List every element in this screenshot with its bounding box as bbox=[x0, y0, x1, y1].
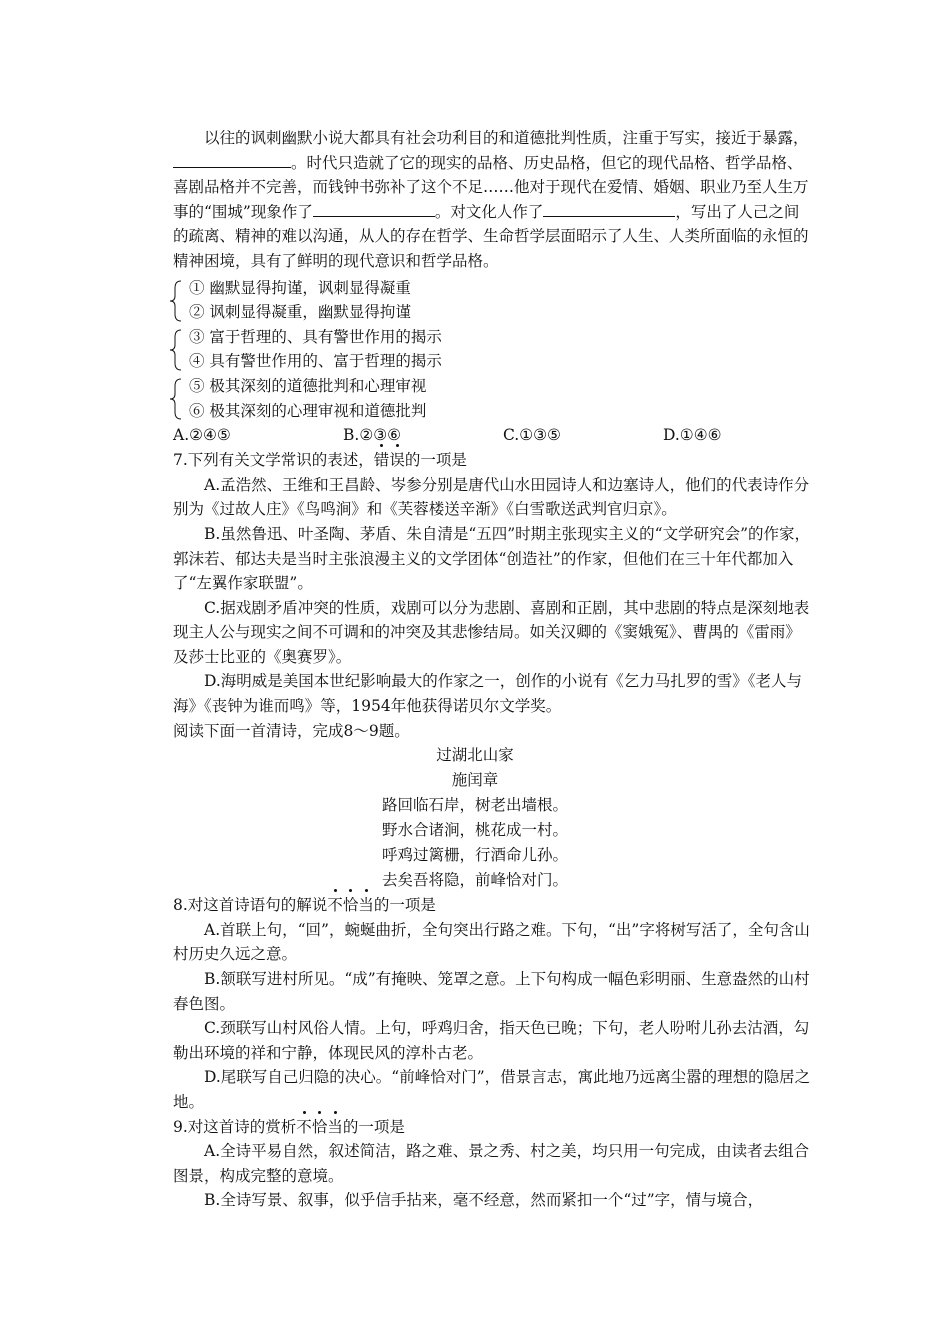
passage-text-1: 以往的讽刺幽默小说大都具有社会功利目的和道德批判性质，注重于写实，接近于暴露， bbox=[204, 129, 809, 147]
q9-stem-end: 的一项是 bbox=[342, 1117, 405, 1136]
emphasis-char: 恰 bbox=[312, 1115, 328, 1140]
q7-option-a: A.孟浩然、王维和王昌龄、岑参分别是唐代山水田园诗人和边塞诗人，他们的代表诗作分别为《过故人庄》《鸟鸣涧》和《芙蓉楼送辛渐》《白雪歌送武判官归京》。 bbox=[173, 475, 810, 519]
q9-option-b: B.全诗写景、叙事，似乎信手拈来，毫不经意，然而紧扣一个“过”字，情与境合， bbox=[204, 1191, 764, 1210]
emphasis-char: 恰 bbox=[343, 893, 359, 918]
document-content bbox=[173, 126, 813, 1213]
emphasis-dot bbox=[327, 896, 374, 914]
q6-options bbox=[173, 423, 813, 448]
q7-emphasis-text bbox=[374, 451, 405, 469]
poem-author: 施闰章 bbox=[451, 771, 499, 790]
emphasis-char: 错 bbox=[374, 448, 390, 473]
q8-stem-text: 8.对这首诗语句的解说 bbox=[173, 896, 328, 915]
passage-text-4: ，写出了人己之间的疏离、精神的难以沟通，从人的存在哲学、生命哲学层面昭示了人生、人类所面临的永恒的精神困境，具有了鲜明的现代意识和哲学品格。 bbox=[173, 202, 809, 270]
q7-option-c: C.据戏剧矛盾冲突的性质，戏剧可以分为悲剧、喜剧和正剧，其中悲剧的特点是深刻地表现主人公与现实之间不可调和的冲突及其悲惨结局。如关汉卿的《窦娥冤》、曹禺的《雷雨》及莎士比亚的《奥赛罗》。 bbox=[173, 598, 810, 666]
passage-paragraph bbox=[173, 126, 813, 274]
q9-stem bbox=[173, 1115, 813, 1140]
q8-option-c: C.颈联写山村风俗人情。上句，呼鸡归舍，指天色已晚；下句，老人吩咐儿孙去沽酒，勾勒出环境的祥和宁静，体现民风的淳朴古老。 bbox=[173, 1019, 810, 1062]
poem-line: 野水合诸涧，桃花成一村。 bbox=[381, 821, 568, 840]
emphasis-char: 当 bbox=[327, 1115, 343, 1140]
emphasis-dot bbox=[374, 451, 405, 469]
q8-option-b: B.颔联写进村所见。“成”有掩映、笼罩之意。上下句构成一幅色彩明丽、生意盎然的山村春色图。 bbox=[173, 970, 810, 1013]
q8-stem-end: 的一项是 bbox=[373, 896, 436, 915]
choice-5: ⑤ 极其深刻的道德批判和心理审视 bbox=[189, 376, 427, 395]
q9-option-a: A.全诗平易自然，叙述简洁，路之难、景之秀、村之美，均只用一句完成，由读者去组合图景，构成完整的意境。 bbox=[173, 1142, 810, 1185]
choice-group-1 bbox=[173, 276, 813, 325]
choice-1: ① 幽默显得拘谨，讽刺显得凝重 bbox=[189, 278, 411, 297]
reading-intro: 阅读下面一首清诗，完成8～9题。 bbox=[173, 721, 410, 740]
emphasis-char: 误 bbox=[389, 448, 405, 473]
q8-option-a: A.首联上句，“回”，蜿蜒曲折，全句突出行路之难。下句，“出”字将树写活了，全句含山村历史久远之意。 bbox=[173, 920, 810, 964]
passage-text-2: 。时代只造就了它的现实的品格、历史品格，但它的现代品格、哲学品格、喜剧品格并不完善，而钱钟书弥补了这个不足……他对于现代在爱情、婚姻、职业乃至人生万事的“围城”现象作了 bbox=[173, 153, 809, 221]
choice-group-2 bbox=[173, 325, 813, 374]
q8-stem bbox=[173, 893, 813, 918]
emphasis-char: 不 bbox=[296, 1115, 312, 1140]
choice-2: ② 讽刺显得凝重，幽默显得拘谨 bbox=[189, 303, 411, 322]
q9-emphasis-text bbox=[296, 1118, 343, 1136]
q6-option-c: C.①③⑤ bbox=[503, 426, 561, 445]
q7-option-d: D.海明威是美国本世纪影响最大的作家之一，创作的小说有《乞力马扎罗的雪》《老人与海》《丧钟为谁而鸣》等，1954年他获得诺贝尔文学奖。 bbox=[173, 672, 803, 716]
q8-option-d: D.尾联写自己归隐的决心。“前峰恰对门”，借景言志，寓此地乃远离尘嚣的理想的隐居之地。 bbox=[173, 1068, 811, 1111]
poem-line: 呼鸡过篱栅，行酒命儿孙。 bbox=[381, 846, 568, 865]
poem-title: 过湖北山家 bbox=[436, 746, 514, 765]
q6-option-a: A.②④⑤ bbox=[173, 426, 231, 445]
q7-stem bbox=[173, 448, 813, 473]
q7-stem-end: 的一项是 bbox=[404, 451, 467, 470]
poem-line: 路回临石岸，树老出墙根。 bbox=[381, 796, 568, 815]
q8-emphasis-text bbox=[327, 896, 374, 914]
q7-stem-text: 7.下列有关文学常识的表述， bbox=[173, 451, 374, 470]
emphasis-char: 不 bbox=[327, 893, 343, 918]
poem bbox=[0, 743, 950, 893]
emphasis-dot bbox=[296, 1118, 343, 1136]
answer-blank-1 bbox=[173, 152, 291, 168]
q6-option-b: B.②③⑥ bbox=[343, 426, 402, 445]
q7-option-b: B.虽然鲁迅、叶圣陶、茅盾、朱自清是“五四”时期主张现实主义的“文学研究会”的作家，郭沫若、郁达夫是当时主张浪漫主义的文学团体“创造社”的作家，但他们在三十年代都加入了“左翼作家联盟”。 bbox=[173, 524, 811, 593]
answer-blank-2 bbox=[313, 201, 435, 217]
choice-4: ④ 具有警世作用的、富于哲理的揭示 bbox=[189, 352, 442, 371]
choice-3: ③ 富于哲理的、具有警世作用的揭示 bbox=[189, 327, 442, 346]
choice-6: ⑥ 极其深刻的心理审视和道德批判 bbox=[189, 401, 427, 420]
poem-line: 去矣吾将隐，前峰恰对门。 bbox=[381, 871, 568, 890]
choice-group-3 bbox=[173, 374, 813, 423]
q9-stem-text: 9.对这首诗的赏析 bbox=[173, 1117, 297, 1136]
answer-blank-3 bbox=[543, 201, 675, 217]
q6-option-d: D.①④⑥ bbox=[663, 426, 722, 445]
emphasis-char: 当 bbox=[358, 893, 374, 918]
passage-text-3: 。对文化人作了 bbox=[434, 202, 544, 221]
